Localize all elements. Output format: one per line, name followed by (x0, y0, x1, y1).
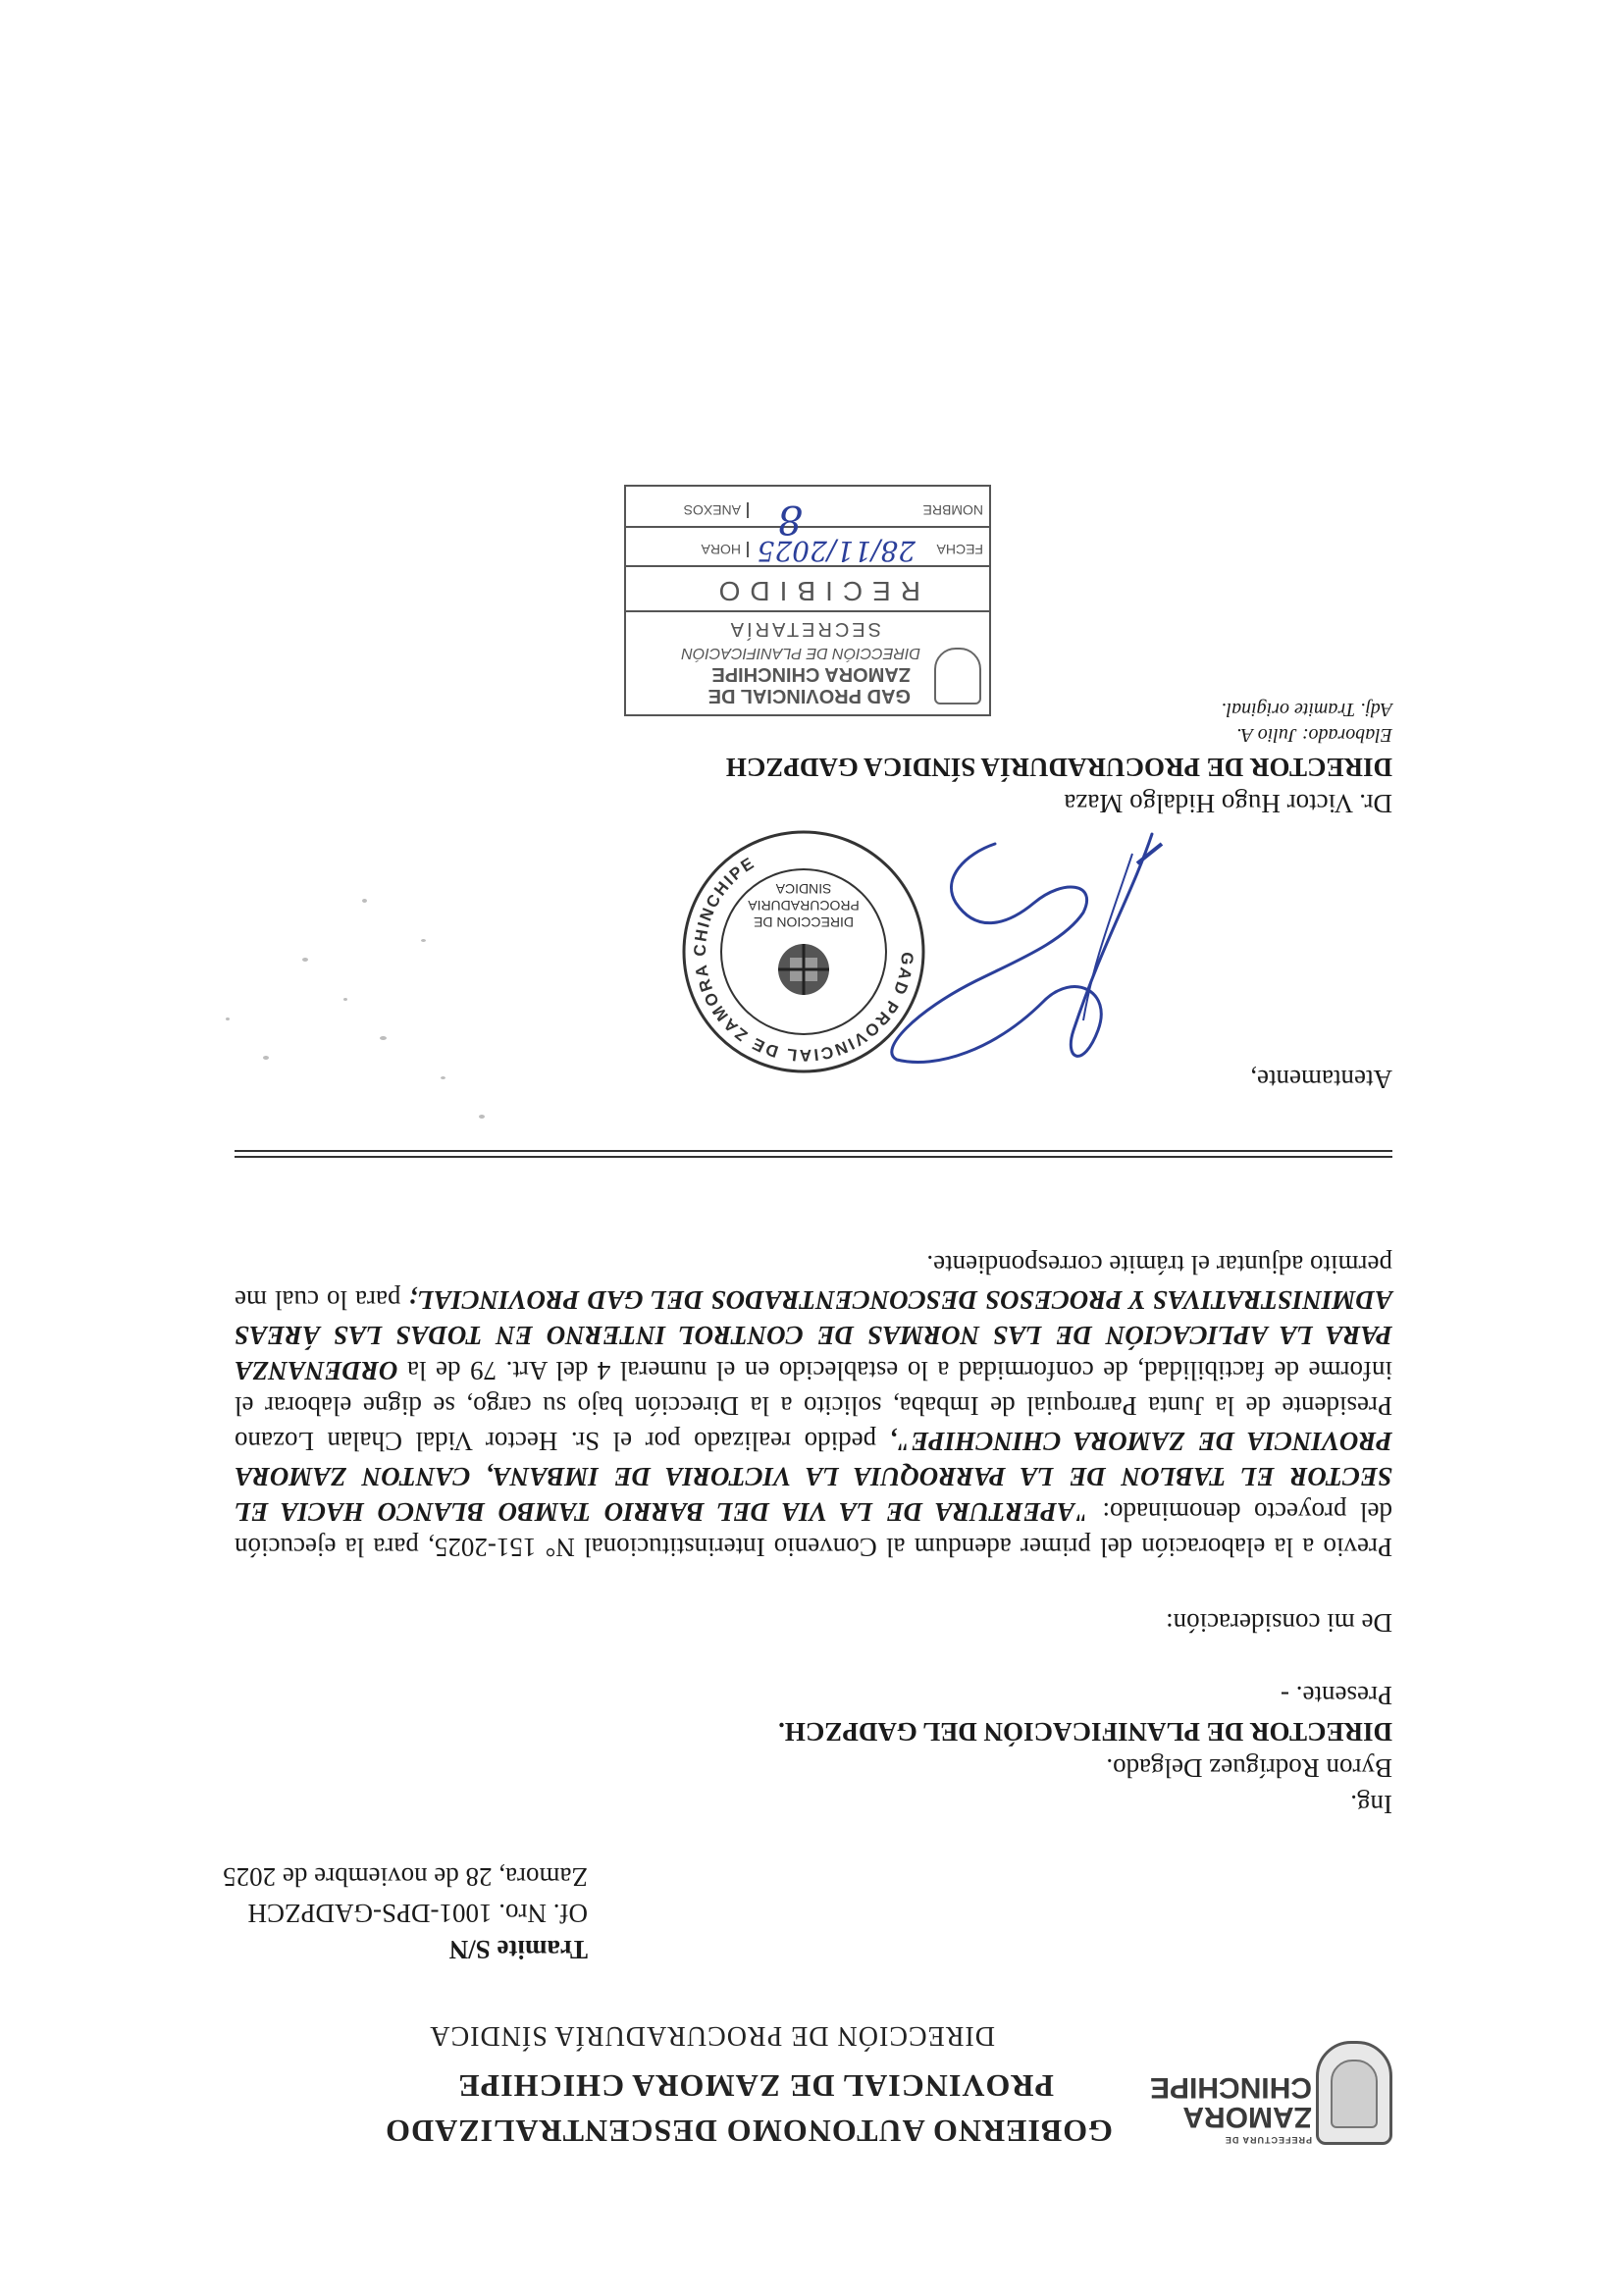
stamp-nombre-label: NOMBRE (922, 502, 983, 518)
department-title: DIRECCIÓN DE PROCURADURÍA SÍNDICA (429, 2020, 995, 2051)
ordinance-name: ORDENANZA PARA LA APLICACIÓN DE LAS NORMAS DE CONTROL INTERNO EN TODAS LAS ÁREAS ADMINISTRATIVAS Y PROCESOS DESCONCENTRADOS DEL GAD PROVINCIAL; (235, 1285, 1392, 1385)
stamp-org-line1: GAD PROVINCIAL DE (707, 685, 911, 706)
oficio-number: Of. Nro. 1001-DPS-GADPZCH (247, 1899, 588, 1928)
recipient-title: Ing. (1350, 1790, 1392, 1819)
signer-name: Dr. Victor Hugo Hidalgo Maza (1064, 789, 1392, 818)
seal-crest-icon (778, 944, 829, 995)
divider-top (235, 1156, 1392, 1158)
project-name: "APERTURA DE LA VIA DEL BARRIO TAMBO BLANCO HACIA EL SECTOR EL TABLON DE LA PARROQUIA LA VICTORIA DE IMBANA, CANTON ZAMORA PROVINCIA DE ZAMORA CHINCHIPE", (235, 1427, 1392, 1527)
stamp-fecha-label: FECHA (936, 542, 983, 557)
recipient-name: Byron Rodríguez Delgado. (1106, 1753, 1392, 1783)
stamp-anexos-label: ANEXOS (684, 502, 749, 518)
body-text-b: pedido realizado por el Sr. Hector Vidal Chalan Lozano Presidente de la Junta Parroquial de Imbaba, solicito a la Dirección bajo su cargo, se digne elaborar el informe de factibilidad, de conformidad a lo establecido en el numeral 4 del Art. 79 de la (235, 1356, 1392, 1456)
crest-icon (1316, 2041, 1392, 2145)
stamp-fecha-value: 28/11/2025 (757, 535, 916, 567)
logo-prefix: PREFECTURA DE (1224, 2135, 1312, 2145)
header-line1: GOBIERNO AUTONOMO DESCENTRALIZADO (385, 2113, 1113, 2149)
header-line2: PROVINCIAL DE ZAMORA CHICHIPE (457, 2068, 1054, 2104)
tramite-number: Tramite S/N (448, 1935, 588, 1964)
logo-line2: CHINCHIPE (1149, 2071, 1312, 2104)
body-paragraph (235, 1247, 1392, 1565)
prefectura-logo (1149, 2031, 1392, 2149)
attachment-note: Adj. Tramite original. (1221, 699, 1392, 720)
salutation: Atentamente, (1250, 1065, 1392, 1094)
stamp-secretaria: SECRETARÍA (727, 618, 881, 640)
stamp-anexos-value: 8 (777, 496, 803, 542)
signer-title: DIRECTOR DE PROCURADURÍA SÍNDICA GADPZCH (725, 753, 1392, 782)
seal-inner-line2: PROCURADURIA (748, 898, 860, 913)
seal-inner-line1: DIRECCION DE (754, 914, 854, 930)
body-text-a: Previo a la elaboración del primer adendum al Convenio Interinstitucional N° 151-2025, para la ejecución del proyecto denominado: (235, 1497, 1392, 1562)
reception-stamp (624, 485, 991, 716)
stamp-org-line3: DIRECCIÓN DE PLANIFICACIÓN (681, 645, 920, 661)
stamp-recibido: RECIBIDO (708, 576, 920, 606)
logo-line1: ZAMORA (1182, 2101, 1312, 2133)
divider-bottom (235, 1150, 1392, 1152)
stamp-crest-icon (934, 648, 981, 704)
place-date: Zamora, 28 de noviembre de 2025 (223, 1862, 588, 1892)
elaborado-by: Elaborado: Julio A. (1235, 724, 1392, 746)
stamp-org-line2: ZAMORA CHINCHIPE (711, 663, 911, 685)
presente: Presente. - (1281, 1681, 1392, 1710)
greeting: De mi consideración: (1166, 1608, 1392, 1638)
body-text-c: para lo cual me permito adjuntar el trámite correspondiente. (235, 1250, 1392, 1315)
handwritten-signature (867, 824, 1191, 1089)
stamp-hora-label: HORA (702, 542, 749, 557)
seal-inner-line3: SINDICA (775, 881, 832, 897)
seal-outer-text: GAD PROVINCIAL DE ZAMORA CHINCHIPE (690, 853, 917, 1066)
recipient-position: DIRECTOR DE PLANIFICACIÓN DEL GADPZCH. (778, 1717, 1392, 1747)
